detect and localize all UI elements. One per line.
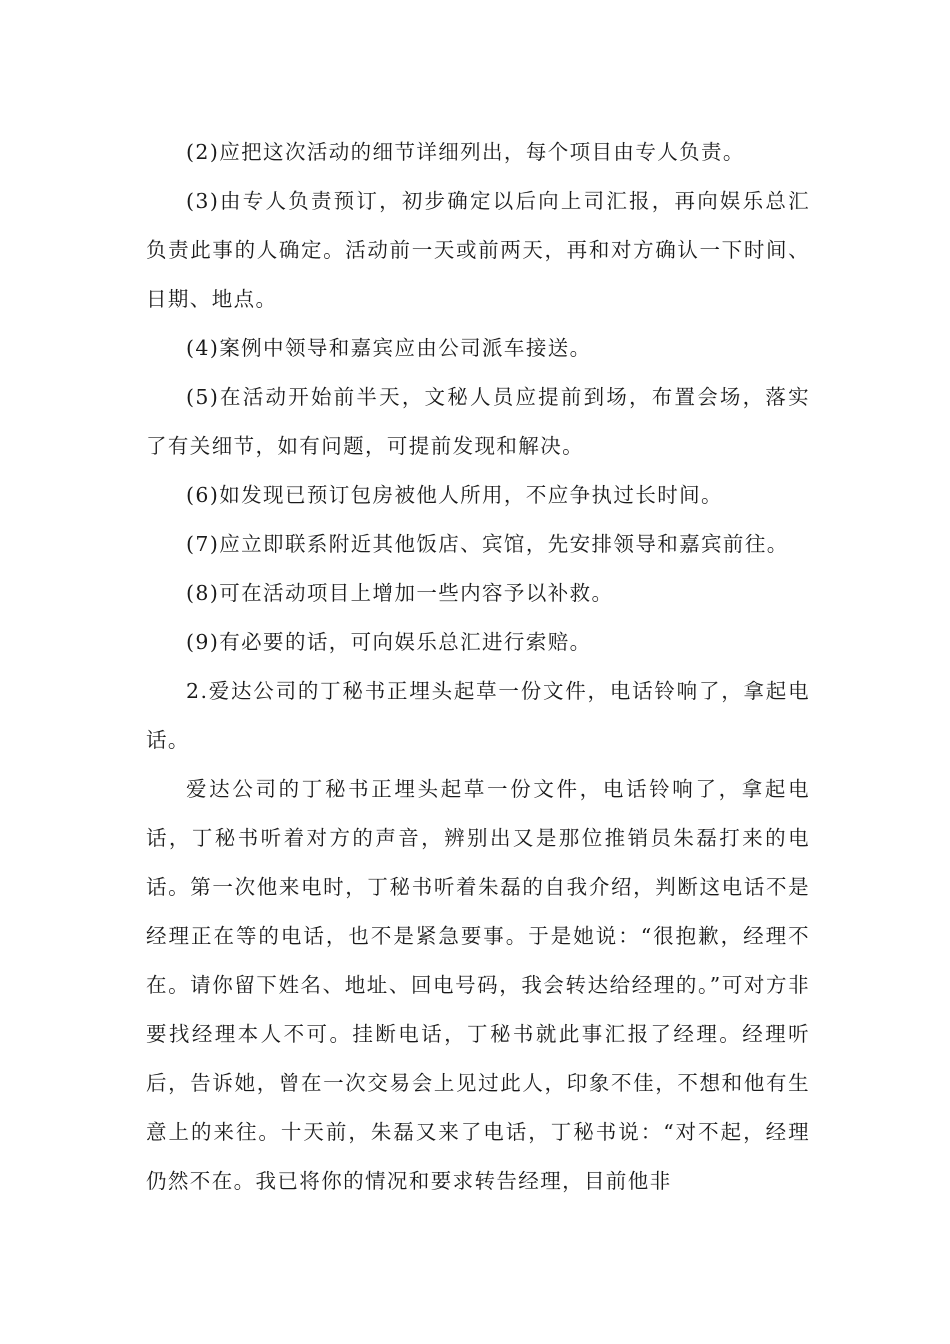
paragraph-item-4: (4)案例中领导和嘉宾应由公司派车接送。 <box>186 336 592 360</box>
paragraph-item-8: (8)可在活动项目上增加一些内容予以补救。 <box>186 581 614 605</box>
paragraph-item-7: (7)应立即联系附近其他饭店、宾馆，先安排领导和嘉宾前往。 <box>186 532 789 556</box>
paragraph-item-2: (2)应把这次活动的细节详细列出，每个项目由专人负责。 <box>186 140 745 164</box>
paragraph-item-9: (9)有必要的话，可向娱乐总汇进行索赔。 <box>186 630 592 654</box>
case-body: 爱达公司的丁秘书正埋头起草一份文件，电话铃响了，拿起电话，丁秘书听着对方的声音，辨别出又是那位推销员朱磊打来的电话。第一次他来电时，丁秘书听着朱磊的自我介绍，判断这电话不是经理正在等的电话，也不是紧急要事。于是她说：“很抱歉，经理不在。请你留下姓名、地址、回电号码，我会转达给经理的。”可对方非要找经理本人不可。挂断电话，丁秘书就此事汇报了经理。经理听后，告诉她，曾在一次交易会上见过此人，印象不佳，不想和他有生意上的来往。十天前，朱磊又来了电话，丁秘书说：“对不起，经理仍然不在。我已将你的情况和要求转告经理，目前他非 <box>146 777 810 1193</box>
paragraph-item-3: (3)由专人负责预订，初步确定以后向上司汇报，再向娱乐总汇负责此事的人确定。活动前一天或前两天，再和对方确认一下时间、日期、地点。 <box>146 189 810 311</box>
paragraph-item-5: (5)在活动开始前半天，文秘人员应提前到场，布置会场，落实了有关细节，如有问题，可提前发现和解决。 <box>146 385 810 458</box>
document-body <box>146 128 810 1206</box>
paragraph-item-6: (6)如发现已预订包房被他人所用，不应争执过长时间。 <box>186 483 723 507</box>
case-heading: 2.爱达公司的丁秘书正埋头起草一份文件，电话铃响了，拿起电话。 <box>146 679 810 752</box>
